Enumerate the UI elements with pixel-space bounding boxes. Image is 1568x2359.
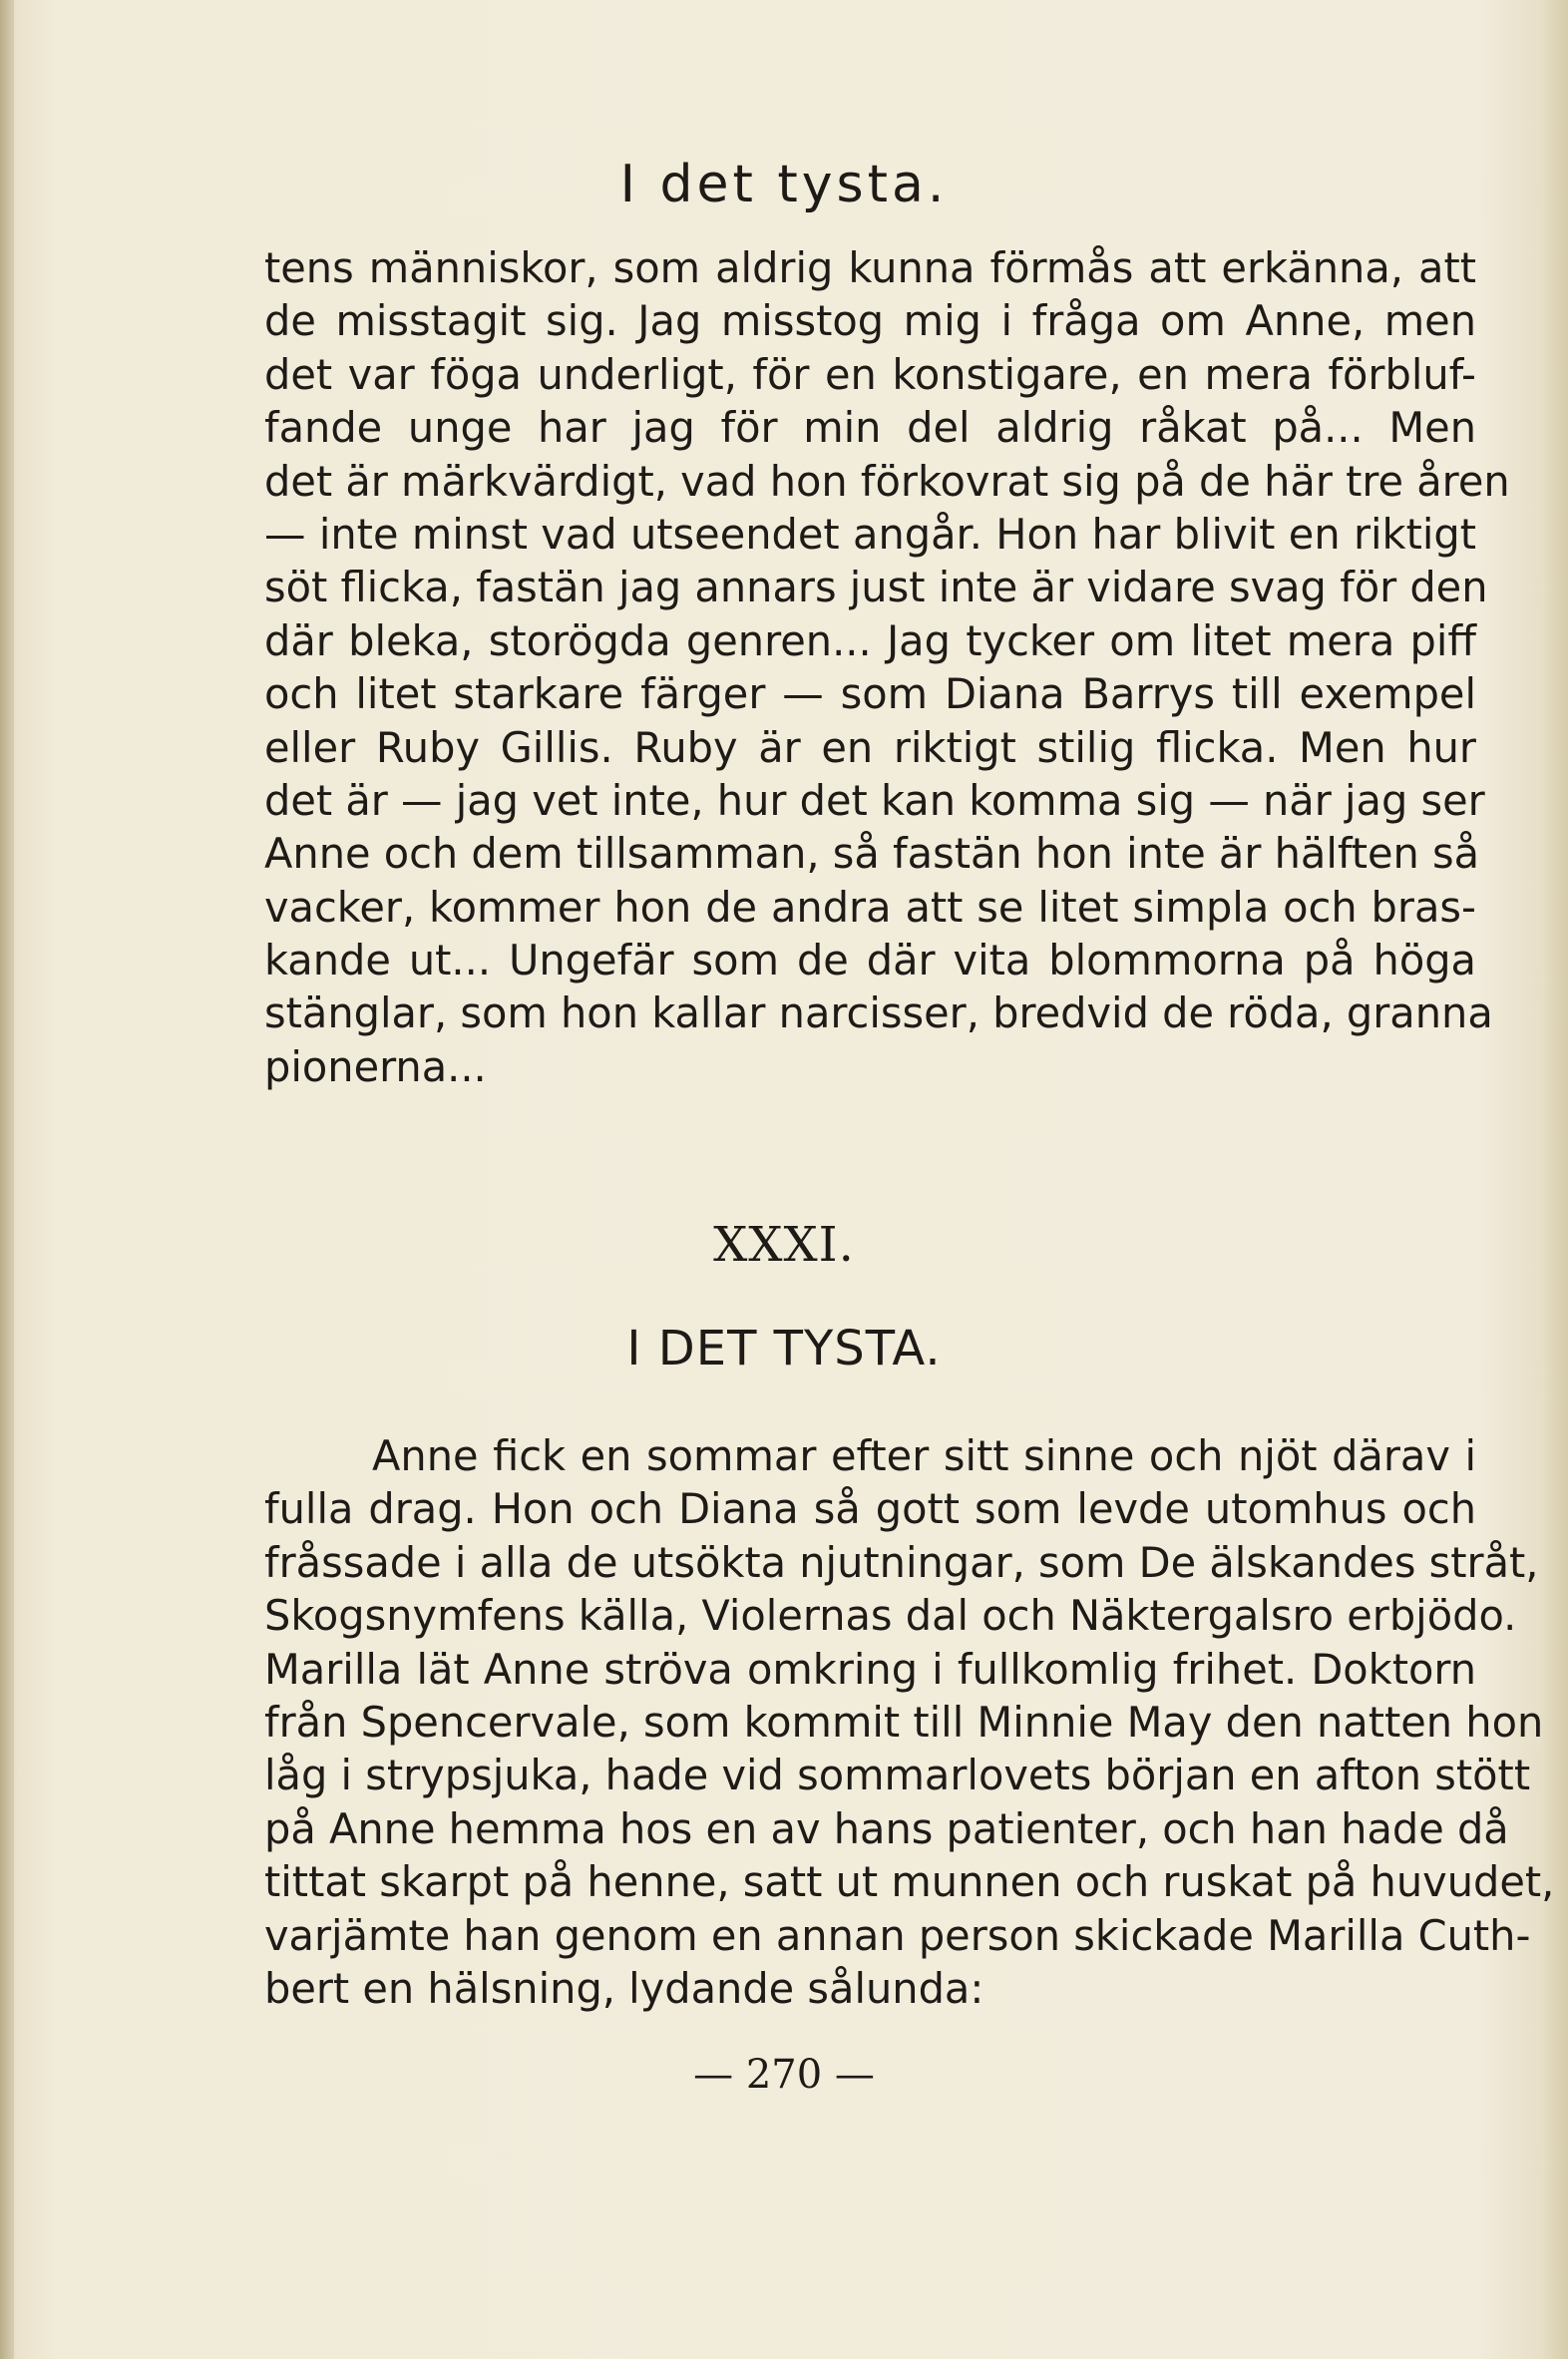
- text-line: Anne fick en sommar efter sitt sinne och njöt därav i: [372, 1431, 1476, 1480]
- text-line: Anne och dem tillsamman, så fastän hon inte är hälften så: [264, 829, 1480, 879]
- text-line: stänglar, som hon kallar narcisser, bredvid de röda, granna: [264, 988, 1493, 1038]
- text-line: varjämte han genom en annan person skickade Marilla Cuth-: [264, 1910, 1531, 1960]
- text-line: på Anne hemma hos en av hans patienter, och han hade då: [264, 1803, 1509, 1853]
- text-line: fande unge har jag för min del aldrig råkat på... Men: [264, 403, 1476, 453]
- text-line: Skogsnymfens källa, Violernas dal och Näktergalsro erbjödo.: [264, 1591, 1517, 1641]
- text-line: tittat skarpt på henne, satt ut munnen och ruskat på huvudet,: [264, 1857, 1555, 1907]
- text-line: — inte minst vad utseendet angår. Hon har blivit en riktigt: [264, 509, 1476, 559]
- text-line: vacker, kommer hon de andra att se litet simpla och bras-: [264, 882, 1476, 932]
- chapter-number: XXXI.: [713, 1217, 855, 1273]
- text-line: tens människor, som aldrig kunna förmås att erkänna, att: [264, 243, 1476, 292]
- paragraph-continued: [264, 241, 1510, 1093]
- text-line: de misstagit sig. Jag misstog mig i fråga om Anne, men: [264, 296, 1476, 346]
- text-line: låg i strypsjuka, hade vid sommarlovets början en afton stött: [264, 1751, 1531, 1800]
- text-line: Marilla lät Anne ströva omkring i fullkomlig frihet. Doktorn: [264, 1644, 1476, 1694]
- text-line: det är — jag vet inte, hur det kan komma sig — när jag ser: [264, 775, 1485, 825]
- chapter-title: I DET TYSTA.: [626, 1321, 942, 1376]
- paragraph-chapter-start: [264, 1429, 1555, 2015]
- text-line: där bleka, storögda genren... Jag tycker om litet mera piff: [264, 615, 1476, 665]
- text-line: pionerna...: [264, 1041, 487, 1091]
- text-line: fråssade i alla de utsökta njutningar, som De älskandes stråt,: [264, 1537, 1539, 1587]
- text-line: bert en hälsning, lydande sålunda:: [264, 1963, 984, 2013]
- page-number: — 270 —: [693, 2052, 875, 2098]
- running-head: I det tysta.: [619, 155, 949, 214]
- text-line: kande ut... Ungefär som de där vita blommorna på höga: [264, 936, 1476, 985]
- text-line: från Spencervale, som kommit till Minnie May den natten hon: [264, 1697, 1544, 1747]
- text-line: det är märkvärdigt, vad hon förkovrat sig på de här tre åren: [264, 456, 1510, 506]
- text-line: och litet starkare färger — som Diana Barrys till exempel: [264, 669, 1476, 719]
- text-line: fulla drag. Hon och Diana så gott som levde utomhus och: [264, 1484, 1476, 1534]
- page-binding-edge: [0, 0, 14, 2359]
- text-line: eller Ruby Gillis. Ruby är en riktigt stilig flicka. Men hur: [264, 722, 1476, 772]
- text-line: söt flicka, fastän jag annars just inte är vidare svag för den: [264, 563, 1488, 612]
- text-line: det var föga underligt, för en konstigare, en mera förbluf-: [264, 349, 1476, 399]
